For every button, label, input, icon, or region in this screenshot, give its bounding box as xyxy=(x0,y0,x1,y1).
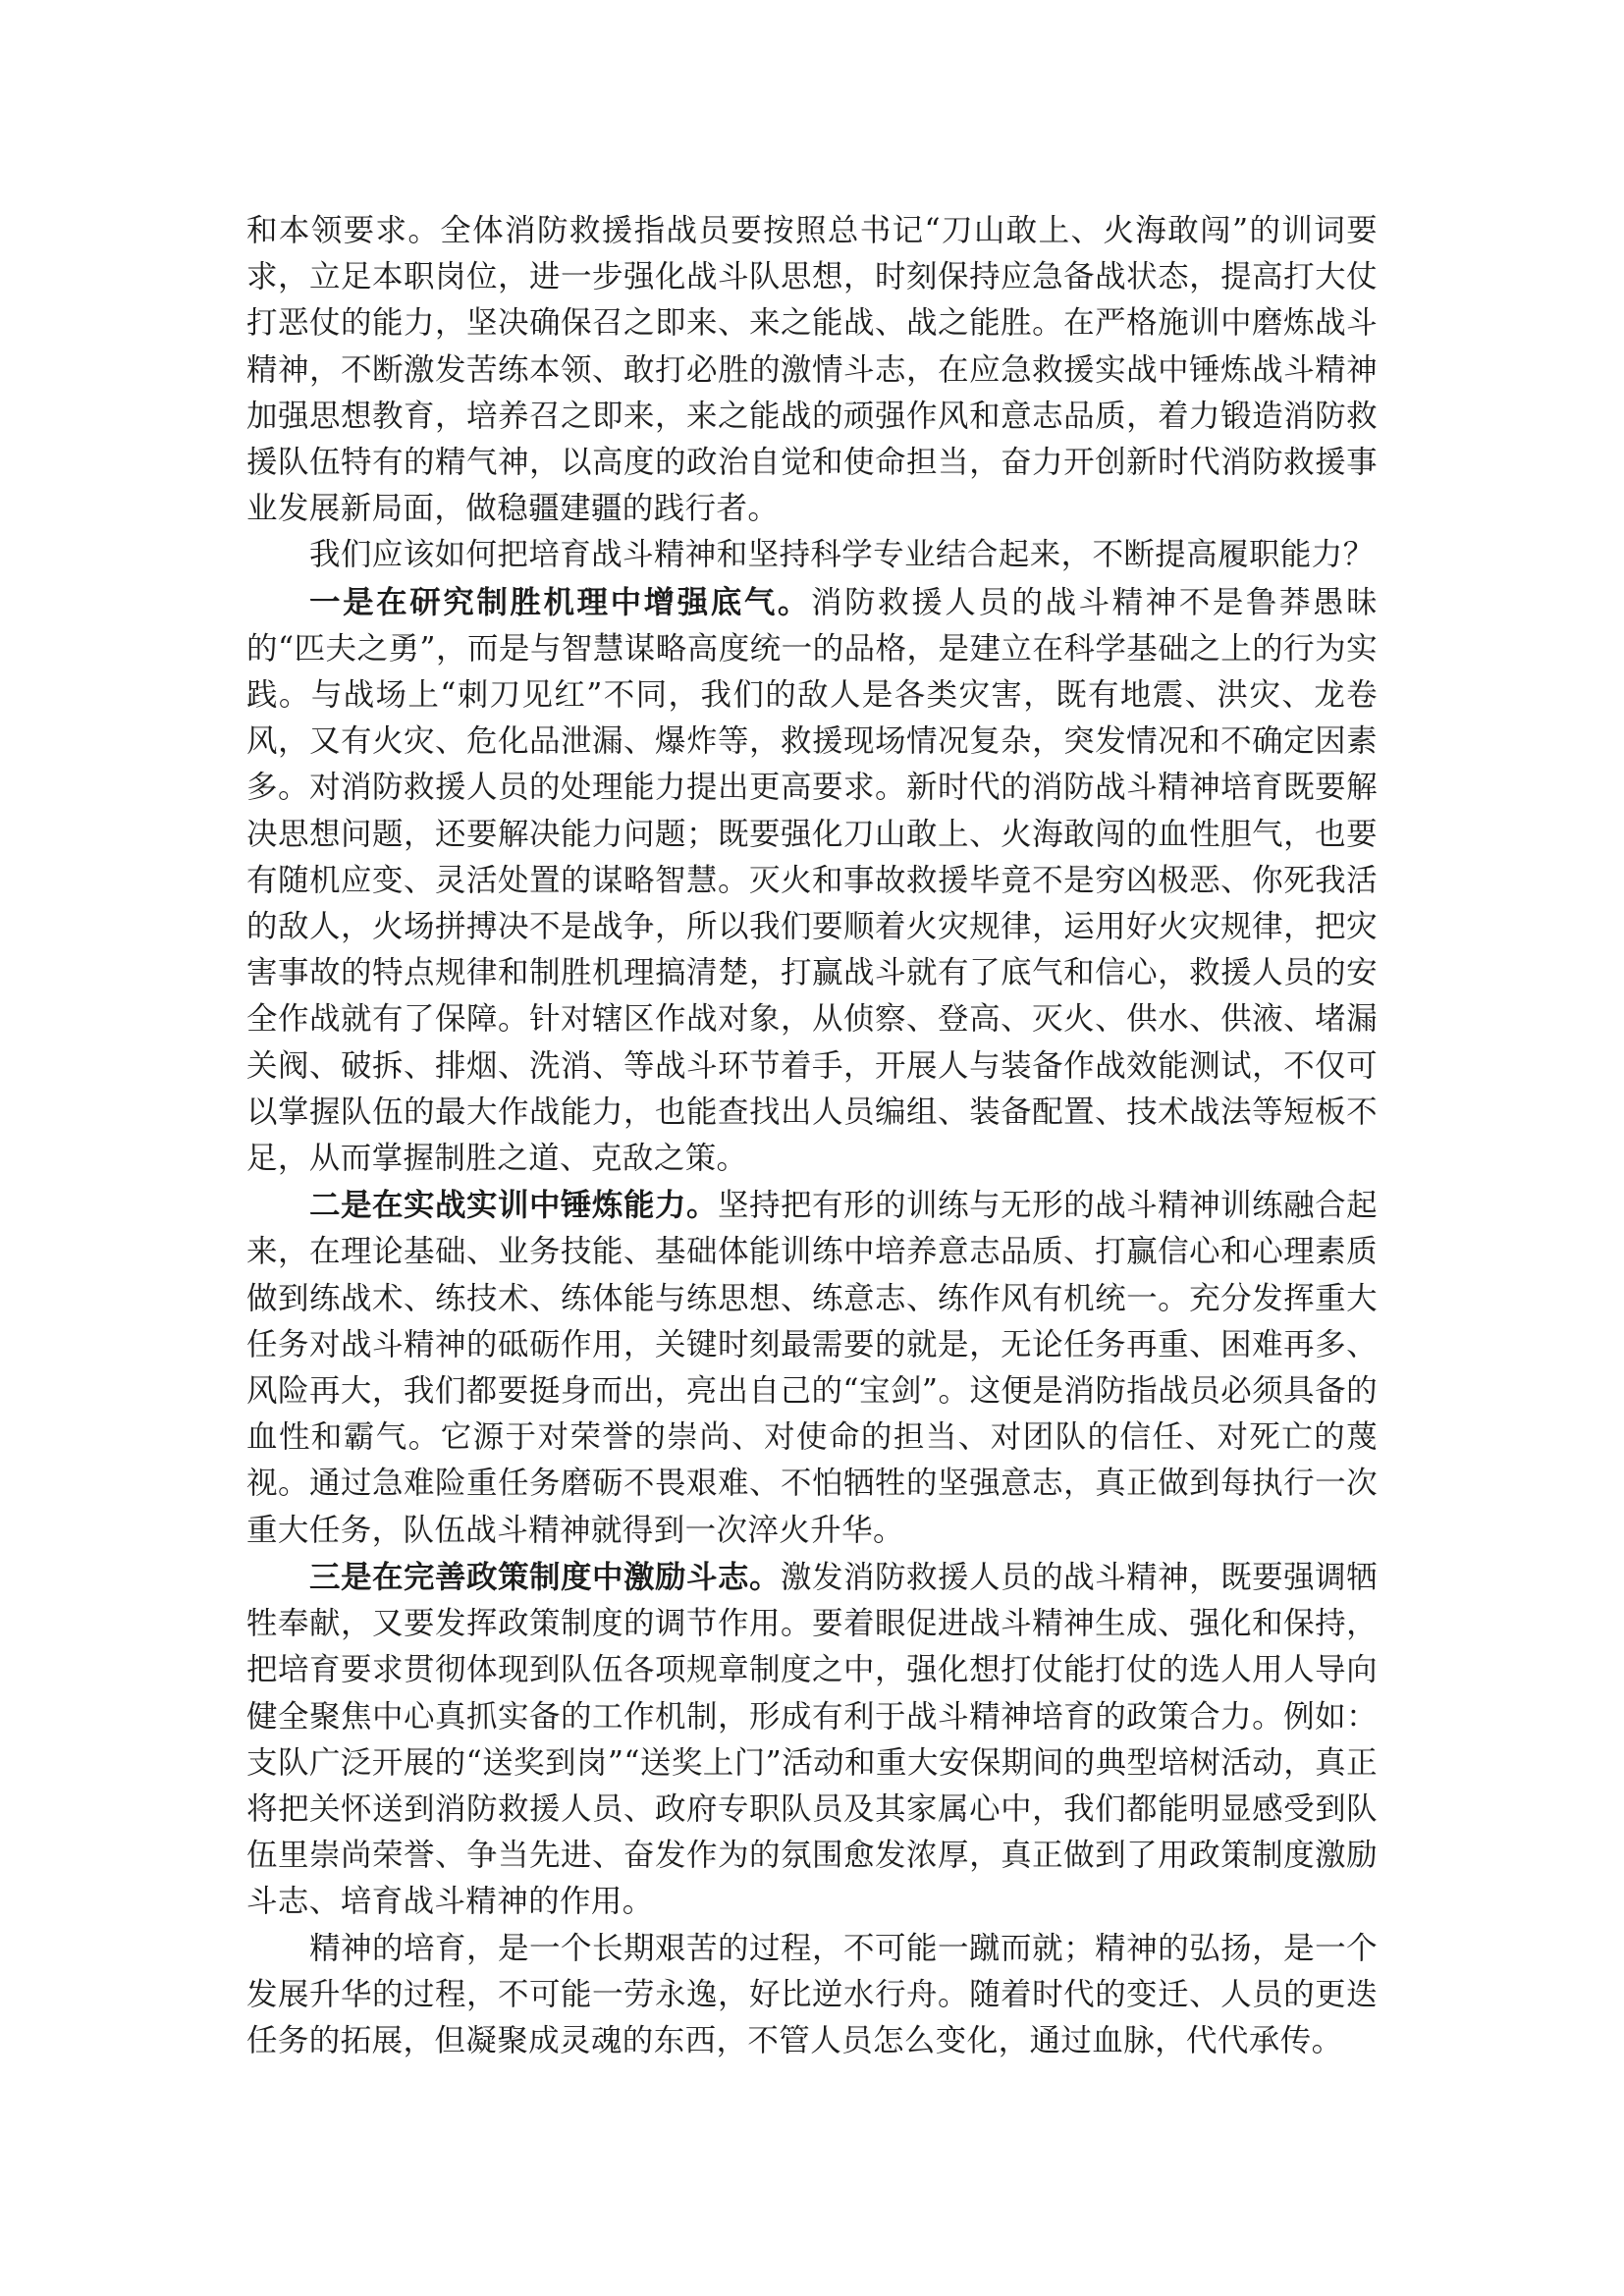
document-body xyxy=(246,208,1378,2064)
paragraph-point-three xyxy=(246,1554,1378,1926)
paragraph-conclusion xyxy=(246,1926,1378,2065)
paragraph-continuation xyxy=(246,208,1378,532)
paragraph-text: 激发消防救援人员的战斗精神，既要强调牺牲奉献，又要发挥政策制度的调节作用。要着眼促进战斗精神生成、强化和保持，把培育要求贯彻体现到队伍各项规章制度之中，强化想打仗能打仗的选人用人导向健全聚焦中心真抓实备的工作机制，形成有利于战斗精神培育的政策合力。例如：支队广泛开展的“送奖到岗”“送奖上门”活动和重大安保期间的典型培树活动，真正将把关怀送到消防救援人员、政府专职队员及其家属心中，我们都能明显感受到队伍里崇尚荣誉、争当先进、奋发作为的氛围愈发浓厚，真正做到了用政策制度激励斗志、培育战斗精神的作用。 xyxy=(246,1559,1378,1920)
paragraph-lead-heading: 二是在实战实训中锤炼能力。 xyxy=(309,1187,719,1224)
paragraph-text: 精神的培育，是一个长期艰苦的过程，不可能一蹴而就；精神的弘扬，是一个发展升华的过程，不可能一劳永逸，好比逆水行舟。随着时代的变迁、人员的更迭任务的拓展，但凝聚成灵魂的东西，不管人员怎么变化，通过血脉，代代承传。 xyxy=(246,1930,1378,2058)
paragraph-lead-heading: 一是在研究制胜机理中增强底气。 xyxy=(309,583,812,620)
paragraph-lead-heading: 三是在完善政策制度中激励斗志。 xyxy=(309,1558,782,1595)
paragraph-point-one xyxy=(246,579,1378,1183)
paragraph-question xyxy=(246,532,1378,578)
paragraph-text: 和本领要求。全体消防救援指战员要按照总书记“刀山敢上、火海敢闯”的训词要求，立足本职岗位，进一步强化战斗队思想，时刻保持应急备战状态，提高打大仗打恶仗的能力，坚决确保召之即来、来之能战、战之能胜。在严格施训中磨炼战斗精神，不断激发苦练本领、敢打必胜的激情斗志，在应急救援实战中锤炼战斗精神加强思想教育，培养召之即来，来之能战的顽强作风和意志品质，着力锻造消防救援队伍特有的精气神，以高度的政治自觉和使命担当，奋力开创新时代消防救援事业发展新局面，做稳疆建疆的践行者。 xyxy=(246,213,1378,527)
paragraph-text: 坚持把有形的训练与无形的战斗精神训练融合起来，在理论基础、业务技能、基础体能训练中培养意志品质、打赢信心和心理素质做到练战术、练技术、练体能与练思想、练意志、练作风有机统一。充分发挥重大任务对战斗精神的砥砺作用，关键时刻最需要的就是，无论任务再重、困难再多、风险再大，我们都要挺身而出，亮出自己的“宝剑”。这便是消防指战员必须具备的血性和霸气。它源于对荣誉的崇尚、对使命的担当、对团队的信任、对死亡的蔑视。通过急难险重任务磨砺不畏艰难、不怕牺牲的坚强意志，真正做到每执行一次重大任务，队伍战斗精神就得到一次淬火升华。 xyxy=(246,1188,1379,1548)
paragraph-text: 我们应该如何把培育战斗精神和坚持科学专业结合起来，不断提高履职能力？ xyxy=(309,537,1375,573)
paragraph-text: 消防救援人员的战斗精神不是鲁莽愚昧的“匹夫之勇”，而是与智慧谋略高度统一的品格，是建立在科学基础之上的行为实践。与战场上“刺刀见红”不同，我们的敌人是各类灾害，既有地震、洪灾、龙卷风，又有火灾、危化品泄漏、爆炸等，救援现场情况复杂，突发情况和不确定因素多。对消防救援人员的处理能力提出更高要求。新时代的消防战斗精神培育既要解决思想问题，还要解决能力问题；既要强化刀山敢上、火海敢闯的血性胆气，也要有随机应变、灵活处置的谋略智慧。灭火和事故救援毕竟不是穷凶极恶、你死我活的敌人，火场拼搏决不是战争，所以我们要顺着火灾规律，运用好火灾规律，把灾害事故的特点规律和制胜机理搞清楚，打赢战斗就有了底气和信心，救援人员的安全作战就有了保障。针对辖区作战对象，从侦察、登高、灭火、供水、供液、堵漏关阀、破拆、排烟、洗消、等战斗环节着手，开展人与装备作战效能测试，不仅可以掌握队伍的最大作战能力，也能查找出人员编组、装备配置、技术战法等短板不足，从而掌握制胜之道、克敌之策。 xyxy=(246,584,1378,1177)
paragraph-point-two xyxy=(246,1182,1378,1554)
